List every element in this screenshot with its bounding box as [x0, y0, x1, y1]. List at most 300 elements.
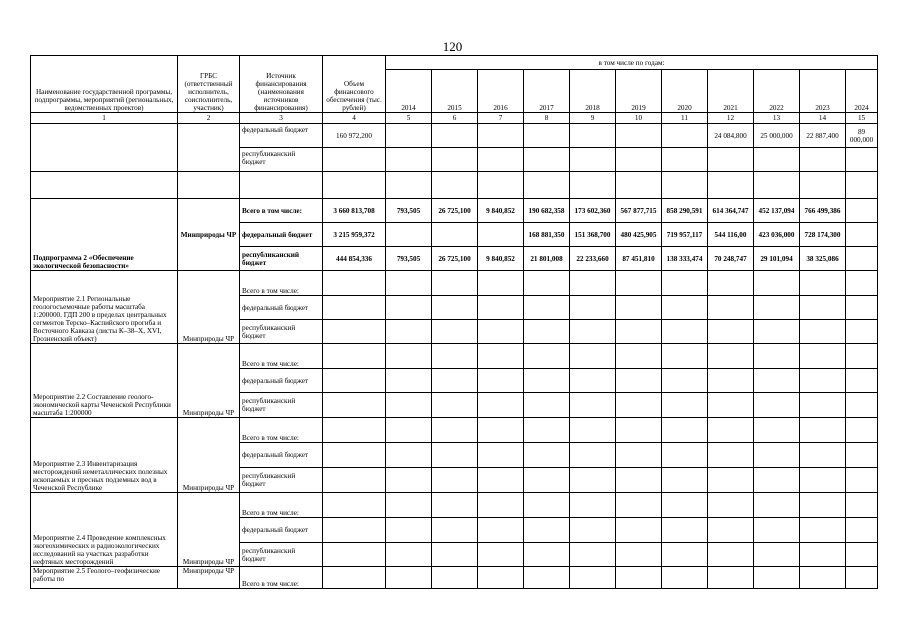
year-value-2020: [662, 518, 708, 543]
year-value-2019: 87 451,810: [616, 247, 662, 271]
year-value-2022: 452 137,094: [754, 199, 800, 223]
year-value-2019: [616, 124, 662, 148]
year-value-2021: [708, 393, 754, 418]
empty-cell: [478, 172, 524, 199]
year-value-2019: [616, 393, 662, 418]
year-value-2022: 423 036,000: [754, 223, 800, 247]
year-value-2023: 766 499,386: [800, 199, 846, 223]
year-value-2016: [478, 493, 524, 518]
year-value-2021: [708, 271, 754, 296]
year-value-2014: [386, 124, 432, 148]
year-value-2024: [846, 369, 878, 393]
year-value-2014: [386, 393, 432, 418]
year-value-2022: [754, 344, 800, 369]
column-number-11: 11: [662, 113, 708, 124]
empty-cell: [846, 172, 878, 199]
year-value-2018: [570, 567, 616, 589]
header-program-name: Наименование государственной программы, подпрограммы, мероприятий (региональных, ведомственных проектов): [31, 56, 178, 113]
year-value-2016: [478, 124, 524, 148]
volume-value: [323, 518, 386, 543]
year-value-2018: [570, 124, 616, 148]
column-number-2: 2: [178, 113, 240, 124]
year-value-2023: [800, 393, 846, 418]
year-value-2022: [754, 443, 800, 468]
year-value-2018: [570, 271, 616, 296]
empty-cell: [386, 172, 432, 199]
empty-cell: [31, 172, 178, 199]
year-value-2021: [708, 468, 754, 493]
year-value-2021: 544 116,00: [708, 223, 754, 247]
measure-name: Мероприятие 2.4 Проведение комплексных экогеохимических и радиоэкологических исследований на участках разработки нефтяных месторождений: [31, 493, 178, 567]
measure-row: [31, 493, 878, 518]
year-value-2016: [478, 369, 524, 393]
year-value-2014: [386, 369, 432, 393]
year-value-2020: [662, 369, 708, 393]
source-republic: республиканский бюджет: [240, 247, 323, 271]
year-value-2019: [616, 567, 662, 589]
year-value-2024: [846, 543, 878, 567]
year-value-2018: [570, 443, 616, 468]
year-value-2023: [800, 148, 846, 172]
measure-name: Мероприятие 2.2 Составление геолого-экономической карты Чеченской Республики масштаба 1:200000: [31, 344, 178, 418]
column-number-5: 5: [386, 113, 432, 124]
source-total: Всего в том числе:: [240, 271, 323, 296]
year-value-2017: [524, 271, 570, 296]
year-value-2015: [432, 443, 478, 468]
year-value-2023: 728 174,300: [800, 223, 846, 247]
year-value-2023: [800, 493, 846, 518]
year-value-2019: [616, 468, 662, 493]
year-value-2023: [800, 271, 846, 296]
year-value-2024: [846, 518, 878, 543]
year-value-2016: [478, 393, 524, 418]
volume-value: 444 854,336: [323, 247, 386, 271]
year-value-2022: [754, 393, 800, 418]
header-year-2024: 2024: [846, 70, 878, 113]
year-value-2018: [570, 468, 616, 493]
year-value-2022: [754, 296, 800, 320]
year-value-2017: 168 881,350: [524, 223, 570, 247]
year-value-2016: [478, 296, 524, 320]
year-value-2021: [708, 518, 754, 543]
header-volume: Объем финансового обеспечения (тыс. рублей): [323, 56, 386, 113]
year-value-2019: [616, 418, 662, 443]
year-value-2024: [846, 247, 878, 271]
year-value-2017: [524, 320, 570, 344]
year-value-2018: [570, 543, 616, 567]
year-value-2021: [708, 369, 754, 393]
header-year-2016: 2016: [478, 70, 524, 113]
year-value-2019: [616, 148, 662, 172]
year-value-2015: [432, 148, 478, 172]
year-value-2018: [570, 320, 616, 344]
volume-value: [323, 543, 386, 567]
year-value-2014: [386, 567, 432, 589]
source-republic: республиканский бюджет: [240, 320, 323, 344]
source-total: Всего в том числе:: [240, 199, 323, 223]
year-value-2022: [754, 493, 800, 518]
year-value-2020: [662, 418, 708, 443]
year-value-2015: 26 725,100: [432, 199, 478, 223]
year-value-2019: [616, 493, 662, 518]
empty-cell: [570, 172, 616, 199]
column-number-3: 3: [240, 113, 323, 124]
header-year-2022: 2022: [754, 70, 800, 113]
year-value-2020: [662, 148, 708, 172]
year-value-2024: [846, 344, 878, 369]
year-value-2014: [386, 296, 432, 320]
volume-value: [323, 344, 386, 369]
year-value-2018: 22 233,660: [570, 247, 616, 271]
year-value-2018: [570, 344, 616, 369]
measure-name: Мероприятие 2.1 Региональные геологосъемочные работы масштаба 1:200000. ГДП 200 в пределах центральных сегментов Терско–Каспийского прогиба и Восточного Кавказа (листы К–38–Х, XVI, Грозненский объект): [31, 271, 178, 344]
year-value-2019: 567 877,715: [616, 199, 662, 223]
year-value-2016: [478, 344, 524, 369]
source-total: Всего в том числе:: [240, 418, 323, 443]
year-value-2016: [478, 468, 524, 493]
year-value-2023: 22 887,400: [800, 124, 846, 148]
table-row: [31, 124, 878, 148]
year-value-2015: [432, 493, 478, 518]
year-value-2015: 26 725,100: [432, 247, 478, 271]
column-number-12: 12: [708, 113, 754, 124]
year-value-2022: [754, 271, 800, 296]
year-value-2024: 89 000,000: [846, 124, 878, 148]
year-value-2020: [662, 443, 708, 468]
header-year-2019: 2019: [616, 70, 662, 113]
year-value-2015: [432, 271, 478, 296]
year-value-2019: [616, 443, 662, 468]
year-value-2014: [386, 271, 432, 296]
volume-value: [323, 369, 386, 393]
header-year-2017: 2017: [524, 70, 570, 113]
volume-value: [323, 271, 386, 296]
year-value-2015: [432, 223, 478, 247]
year-value-2023: [800, 543, 846, 567]
year-value-2021: [708, 148, 754, 172]
measure-grbs: Минприроды ЧР: [178, 344, 240, 418]
column-number-13: 13: [754, 113, 800, 124]
year-value-2017: [524, 468, 570, 493]
measure-name: Мероприятие 2.3 Инвентаризация месторождений неметаллических полезных ископаемых и пресных подземных вод в Чеченской Республике: [31, 418, 178, 493]
header-row: [31, 56, 878, 70]
continued-grbs-cell: [178, 124, 240, 172]
year-value-2015: [432, 468, 478, 493]
year-value-2015: [432, 369, 478, 393]
year-value-2022: [754, 148, 800, 172]
year-value-2020: [662, 271, 708, 296]
measure-row: [31, 271, 878, 296]
source-total: Всего в том числе:: [240, 567, 323, 589]
year-value-2017: [524, 518, 570, 543]
empty-cell: [754, 172, 800, 199]
year-value-2022: [754, 418, 800, 443]
year-value-2014: [386, 418, 432, 443]
volume-value: [323, 296, 386, 320]
year-value-2021: [708, 320, 754, 344]
header-grbs: ГРБС (ответственный исполнитель, соисполнитель, участник): [178, 56, 240, 113]
empty-cell: [662, 172, 708, 199]
year-value-2019: [616, 369, 662, 393]
year-value-2021: [708, 543, 754, 567]
year-value-2019: [616, 344, 662, 369]
volume-value: 160 972,200: [323, 124, 386, 148]
column-number-8: 8: [524, 113, 570, 124]
source-federal: федеральный бюджет: [240, 443, 323, 468]
year-value-2016: [478, 223, 524, 247]
header-numbers-row: [31, 113, 878, 124]
measure-grbs: Минприроды ЧР: [178, 418, 240, 493]
subprogram-total-row: [31, 199, 878, 223]
year-value-2017: [524, 567, 570, 589]
year-value-2023: [800, 296, 846, 320]
year-value-2015: [432, 567, 478, 589]
year-value-2017: [524, 124, 570, 148]
year-value-2016: [478, 518, 524, 543]
column-number-1: 1: [31, 113, 178, 124]
year-value-2016: [478, 148, 524, 172]
year-value-2022: [754, 468, 800, 493]
empty-cell: [524, 172, 570, 199]
year-value-2017: 190 682,358: [524, 199, 570, 223]
year-value-2014: [386, 493, 432, 518]
source-total: Всего в том числе:: [240, 344, 323, 369]
year-value-2015: [432, 344, 478, 369]
year-value-2023: 38 325,086: [800, 247, 846, 271]
year-value-2017: [524, 443, 570, 468]
measure-grbs: Минприроды ЧР: [178, 567, 240, 589]
year-value-2022: 29 101,094: [754, 247, 800, 271]
year-value-2019: [616, 320, 662, 344]
source-federal: федеральный бюджет: [240, 124, 323, 148]
year-value-2024: [846, 443, 878, 468]
year-value-2014: [386, 543, 432, 567]
volume-value: [323, 443, 386, 468]
year-value-2014: [386, 518, 432, 543]
source-republic: республиканский бюджет: [240, 393, 323, 418]
column-number-4: 4: [323, 113, 386, 124]
year-value-2015: [432, 518, 478, 543]
column-number-15: 15: [846, 113, 878, 124]
year-value-2024: [846, 296, 878, 320]
year-value-2023: [800, 369, 846, 393]
year-value-2023: [800, 418, 846, 443]
volume-value: [323, 468, 386, 493]
year-value-2020: [662, 543, 708, 567]
year-value-2016: [478, 418, 524, 443]
source-republic: республиканский бюджет: [240, 468, 323, 493]
empty-cell: [178, 172, 240, 199]
year-value-2014: [386, 320, 432, 344]
empty-cell: [616, 172, 662, 199]
volume-value: 3 660 813,708: [323, 199, 386, 223]
year-value-2024: [846, 320, 878, 344]
year-value-2014: 793,505: [386, 247, 432, 271]
year-value-2020: [662, 344, 708, 369]
year-value-2016: [478, 320, 524, 344]
year-value-2023: [800, 518, 846, 543]
year-value-2021: [708, 493, 754, 518]
year-value-2019: [616, 543, 662, 567]
volume-value: [323, 567, 386, 589]
source-republic: республиканский бюджет: [240, 543, 323, 567]
column-number-6: 6: [432, 113, 478, 124]
year-value-2020: [662, 567, 708, 589]
year-value-2021: 70 248,747: [708, 247, 754, 271]
year-value-2020: [662, 493, 708, 518]
year-value-2020: [662, 468, 708, 493]
volume-value: [323, 393, 386, 418]
empty-cell: [432, 172, 478, 199]
year-value-2017: [524, 148, 570, 172]
year-value-2023: [800, 567, 846, 589]
year-value-2017: [524, 393, 570, 418]
year-value-2018: 151 368,700: [570, 223, 616, 247]
year-value-2015: [432, 393, 478, 418]
year-value-2016: [478, 271, 524, 296]
source-federal: федеральный бюджет: [240, 296, 323, 320]
volume-value: [323, 493, 386, 518]
year-value-2014: 793,505: [386, 199, 432, 223]
measure-row: [31, 344, 878, 369]
year-value-2023: [800, 320, 846, 344]
year-value-2022: [754, 543, 800, 567]
year-value-2018: [570, 493, 616, 518]
continued-name-cell: [31, 124, 178, 172]
year-value-2024: [846, 199, 878, 223]
year-value-2024: [846, 393, 878, 418]
year-value-2016: 9 840,852: [478, 247, 524, 271]
column-number-7: 7: [478, 113, 524, 124]
subprogram-grbs: Минприроды ЧР: [178, 199, 240, 271]
empty-cell: [240, 172, 323, 199]
year-value-2024: [846, 223, 878, 247]
empty-cell: [800, 172, 846, 199]
budget-table: [30, 55, 878, 589]
header-year-2015: 2015: [432, 70, 478, 113]
year-value-2022: [754, 518, 800, 543]
measure-grbs: Минприроды ЧР: [178, 493, 240, 567]
year-value-2014: [386, 344, 432, 369]
year-value-2022: [754, 567, 800, 589]
year-value-2018: 173 602,360: [570, 199, 616, 223]
year-value-2017: [524, 418, 570, 443]
year-value-2018: [570, 393, 616, 418]
volume-value: 3 215 959,372: [323, 223, 386, 247]
subprogram-name: Подпрограмма 2 «Обеспечение экологической безопасности»: [31, 199, 178, 271]
year-value-2024: [846, 271, 878, 296]
year-value-2018: [570, 148, 616, 172]
year-value-2014: [386, 443, 432, 468]
year-value-2015: [432, 418, 478, 443]
year-value-2021: [708, 344, 754, 369]
volume-value: [323, 320, 386, 344]
empty-cell: [708, 172, 754, 199]
year-value-2017: 21 801,008: [524, 247, 570, 271]
year-value-2018: [570, 369, 616, 393]
year-value-2017: [524, 344, 570, 369]
year-value-2019: [616, 271, 662, 296]
year-value-2021: 614 364,747: [708, 199, 754, 223]
year-value-2019: 480 425,905: [616, 223, 662, 247]
measure-row: [31, 418, 878, 443]
year-value-2017: [524, 493, 570, 518]
year-value-2018: [570, 296, 616, 320]
year-value-2015: [432, 543, 478, 567]
year-value-2020: [662, 296, 708, 320]
year-value-2020: 719 957,117: [662, 223, 708, 247]
volume-value: [323, 148, 386, 172]
year-value-2022: [754, 320, 800, 344]
measure-grbs: Минприроды ЧР: [178, 271, 240, 344]
year-value-2020: [662, 320, 708, 344]
year-value-2020: [662, 393, 708, 418]
year-value-2017: [524, 296, 570, 320]
header-year-2018: 2018: [570, 70, 616, 113]
column-number-10: 10: [616, 113, 662, 124]
year-value-2014: [386, 223, 432, 247]
header-years-group: в том числе по годам:: [386, 56, 878, 70]
year-value-2015: [432, 320, 478, 344]
source-federal: федеральный бюджет: [240, 369, 323, 393]
source-republic: республиканский бюджет: [240, 148, 323, 172]
source-federal: федеральный бюджет: [240, 518, 323, 543]
page-number: 120: [442, 39, 463, 54]
column-number-14: 14: [800, 113, 846, 124]
year-value-2017: [524, 543, 570, 567]
year-value-2016: 9 840,852: [478, 199, 524, 223]
year-value-2021: [708, 296, 754, 320]
year-value-2014: [386, 148, 432, 172]
year-value-2024: [846, 418, 878, 443]
header-year-2014: 2014: [386, 70, 432, 113]
year-value-2020: 858 290,591: [662, 199, 708, 223]
year-value-2018: [570, 418, 616, 443]
source-total: Всего в том числе:: [240, 493, 323, 518]
year-value-2016: [478, 567, 524, 589]
year-value-2024: [846, 493, 878, 518]
source-federal: федеральный бюджет: [240, 223, 323, 247]
year-value-2021: 24 084,800: [708, 124, 754, 148]
year-value-2022: [754, 369, 800, 393]
year-value-2024: [846, 567, 878, 589]
year-value-2023: [800, 468, 846, 493]
year-value-2020: [662, 124, 708, 148]
header-funding-source: Источник финансирования (наименования источников финансирования): [240, 56, 323, 113]
header-year-2020: 2020: [662, 70, 708, 113]
year-value-2016: [478, 443, 524, 468]
year-value-2021: [708, 418, 754, 443]
volume-value: [323, 418, 386, 443]
year-value-2014: [386, 468, 432, 493]
header-year-2021: 2021: [708, 70, 754, 113]
year-value-2021: [708, 567, 754, 589]
year-value-2015: [432, 124, 478, 148]
measure-row: [31, 567, 878, 589]
spacer-row: [31, 172, 878, 199]
year-value-2019: [616, 518, 662, 543]
year-value-2015: [432, 296, 478, 320]
year-value-2019: [616, 296, 662, 320]
year-value-2022: 25 000,000: [754, 124, 800, 148]
year-value-2016: [478, 543, 524, 567]
year-value-2023: [800, 344, 846, 369]
year-value-2024: [846, 148, 878, 172]
year-value-2020: 138 333,474: [662, 247, 708, 271]
year-value-2017: [524, 369, 570, 393]
header-year-2023: 2023: [800, 70, 846, 113]
year-value-2024: [846, 468, 878, 493]
